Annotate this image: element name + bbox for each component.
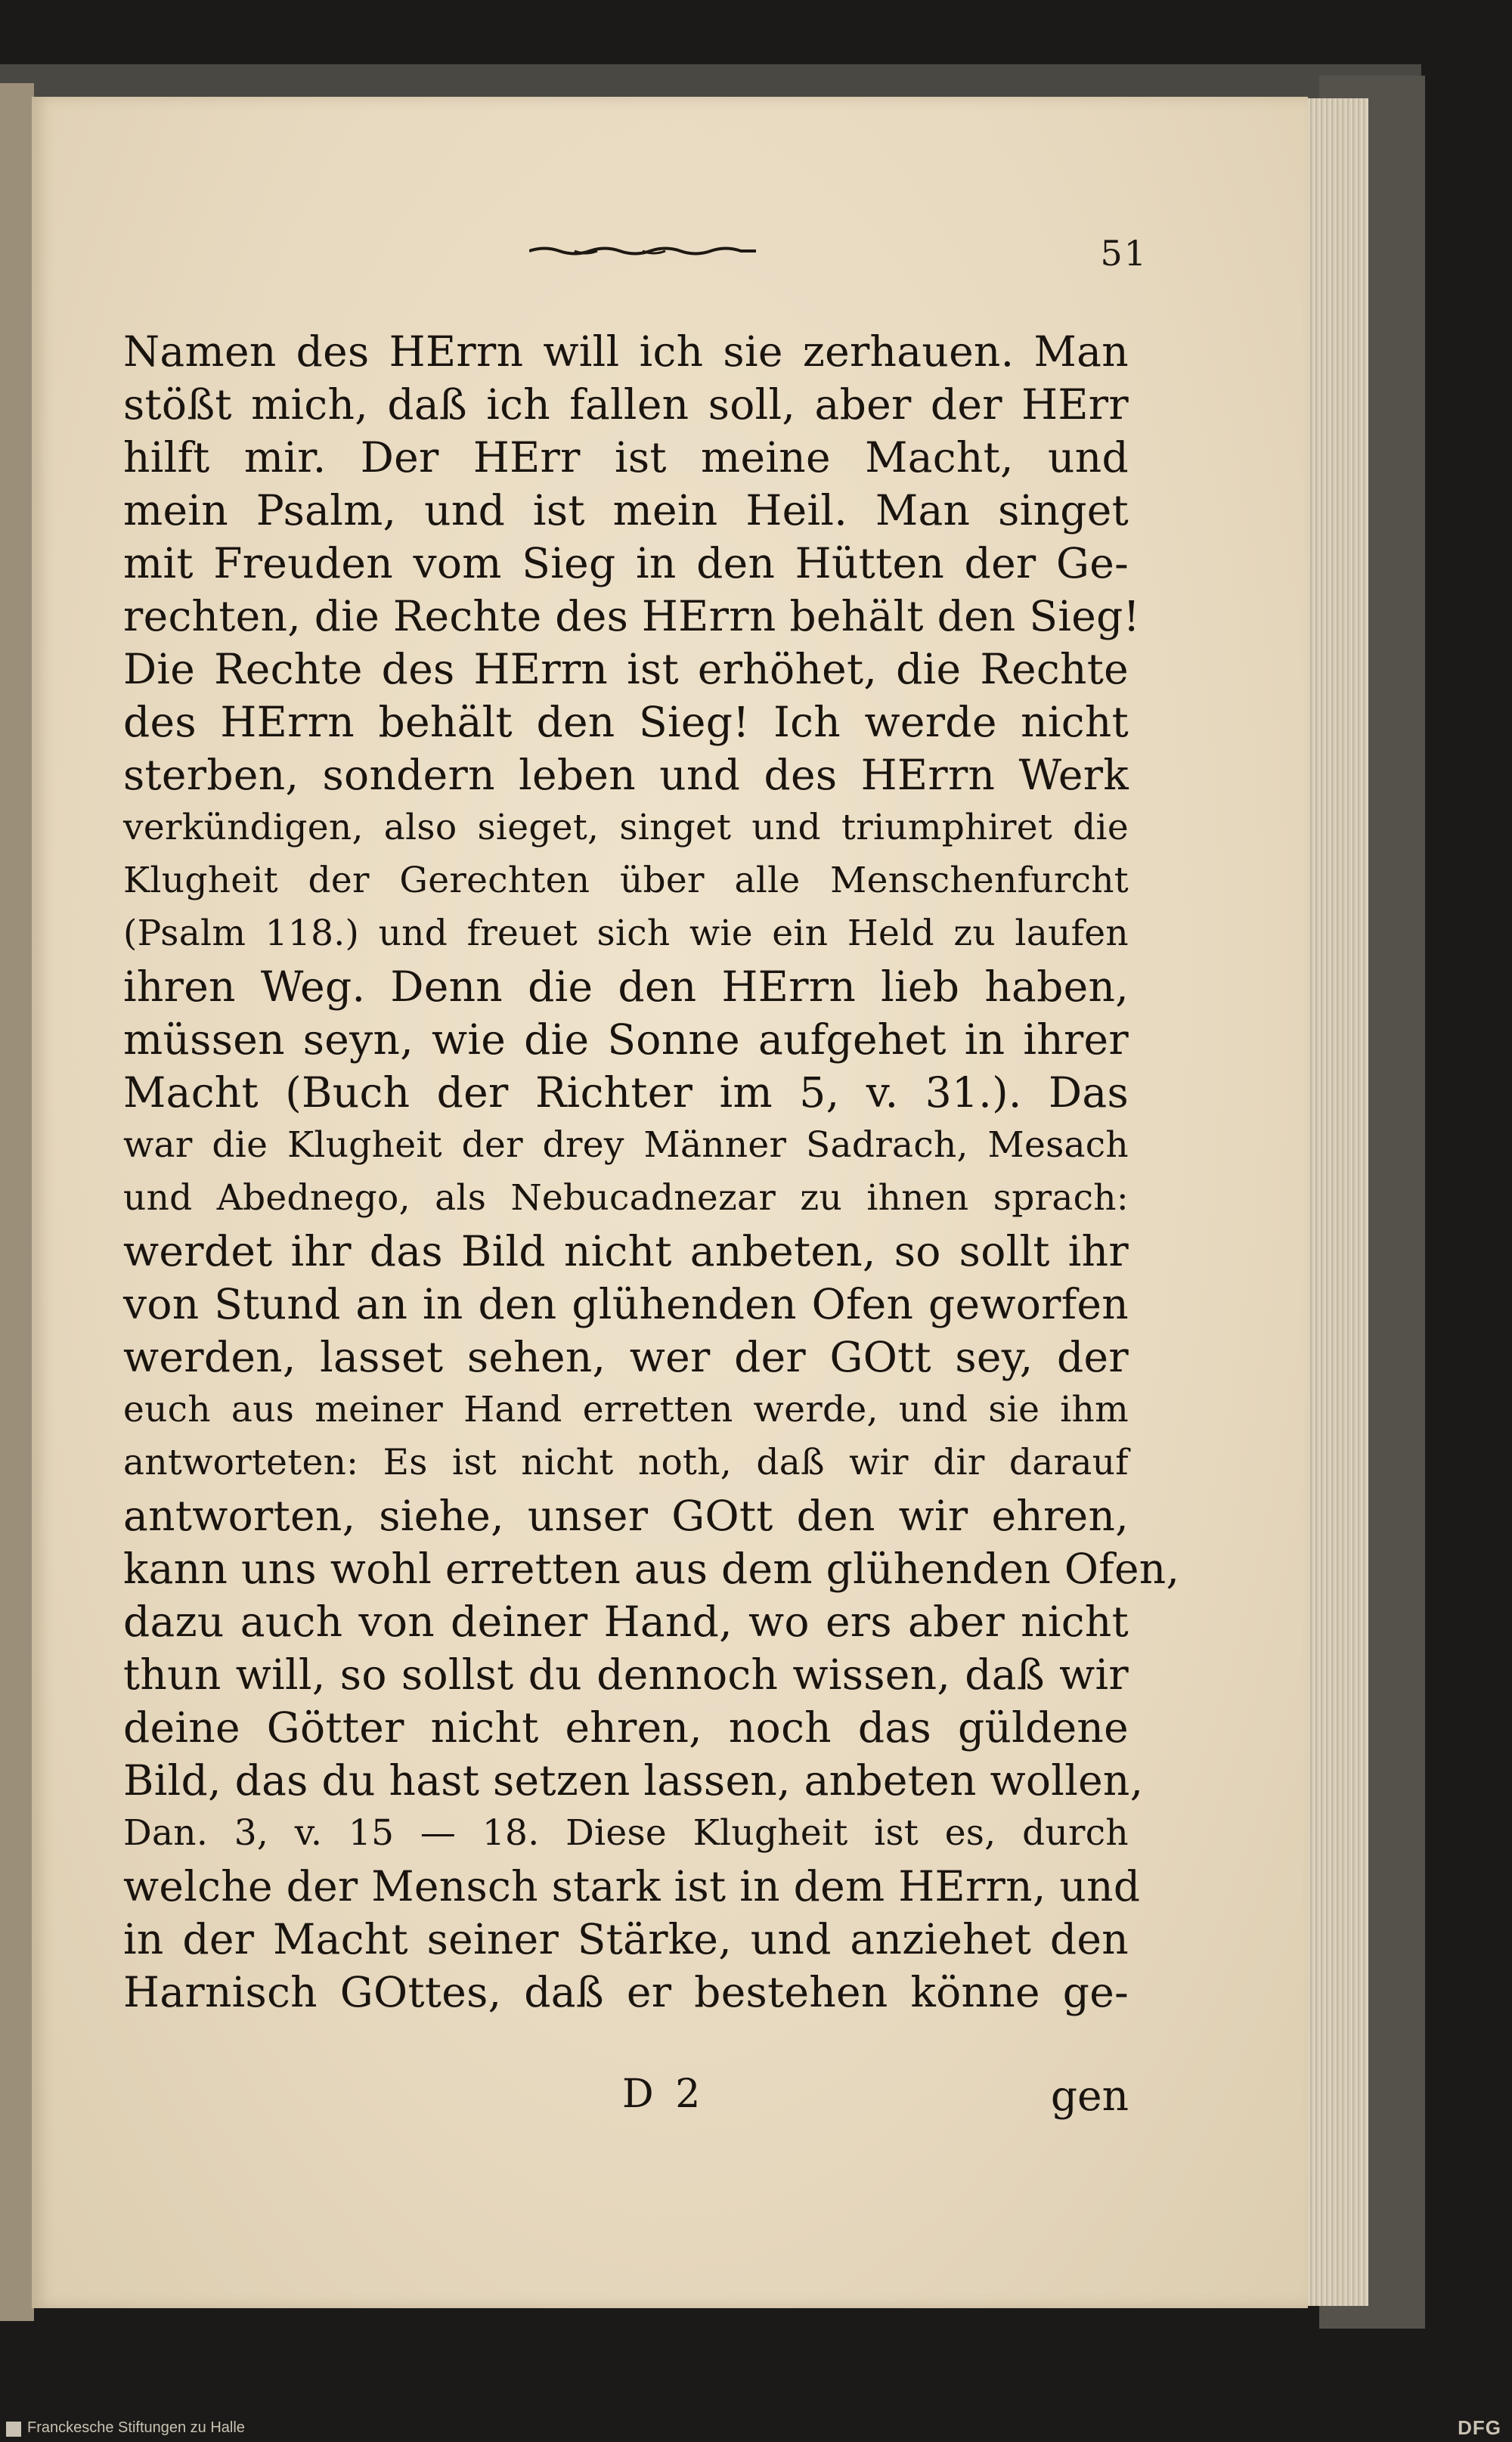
text-line: deine Götter nicht ehren, noch das güldene (123, 1703, 1129, 1752)
text-line: Namen des HErrn will ich sie zerhauen. Man (123, 327, 1129, 376)
header-ornament-icon (529, 244, 756, 258)
text-line: Dan. 3, v. 15 — 18. Diese Klugheit ist es, durch (123, 1812, 1129, 1854)
text-line: Klugheit der Gerechten über alle Menschenfurcht (123, 860, 1129, 901)
text-line: mit Freuden vom Sieg in den Hütten der Ge- (123, 539, 1129, 587)
text-line: hilft mir. Der HErr ist meine Macht, und (123, 433, 1129, 482)
page-footer-row (123, 2072, 1129, 2124)
text-line: Macht (Buch der Richter im 5, v. 31.). Das (123, 1068, 1129, 1117)
dfg-logo: DFG (1458, 2416, 1501, 2439)
text-line: sterben, sondern leben und des HErrn Werk (123, 751, 1129, 799)
page-number: 51 (1100, 233, 1148, 274)
text-line: müssen seyn, wie die Sonne aufgehet in ihrer (123, 1015, 1129, 1064)
footer-credit: Franckesche Stiftungen zu Halle (27, 2419, 245, 2436)
text-line: antworteten: Es ist nicht noth, daß wir dir darauf (123, 1442, 1129, 1483)
text-line: des HErrn behält den Sieg! Ich werde nicht (123, 698, 1129, 746)
text-line: thun will, so sollst du dennoch wissen, daß wir (123, 1650, 1129, 1699)
text-line: kann uns wohl erretten aus dem glühenden Ofen, (123, 1545, 1180, 1593)
text-line: rechten, die Rechte des HErrn behält den Sieg! (123, 592, 1141, 640)
text-line: Harnisch GOttes, daß er bestehen könne ge- (123, 1968, 1129, 2016)
catchword: gen (1050, 2072, 1129, 2120)
text-line: dazu auch von deiner Hand, wo ers aber nicht (123, 1598, 1129, 1646)
text-line: ihren Weg. Denn die den HErrn lieb haben, (123, 962, 1129, 1011)
signature-mark: D 2 (622, 2072, 705, 2117)
text-line: und Abednego, als Nebucadnezar zu ihnen sprach: (123, 1177, 1129, 1219)
text-line: von Stund an in den glühenden Ofen geworfen (123, 1280, 1129, 1328)
text-line: Die Rechte des HErrn ist erhöhet, die Rechte (123, 645, 1129, 693)
text-line: euch aus meiner Hand erretten werde, und sie ihm (123, 1389, 1129, 1430)
text-line: mein Psalm, und ist mein Heil. Man singet (123, 486, 1129, 535)
facing-page-edge (0, 83, 34, 2321)
text-line: verkündigen, also sieget, singet und triumphiret die (123, 807, 1129, 848)
text-line: werden, lasset sehen, wer der GOtt sey, der (123, 1333, 1129, 1381)
body-text (123, 325, 1180, 2019)
text-line: antworten, siehe, unser GOtt den wir ehren, (123, 1492, 1129, 1540)
text-line: stößt mich, daß ich fallen soll, aber der HErr (123, 380, 1129, 429)
text-line: war die Klugheit der drey Männer Sadrach, Mesach (123, 1124, 1129, 1166)
text-line: welche der Mensch stark ist in dem HErrn, und (123, 1862, 1141, 1911)
text-line: in der Macht seiner Stärke, und anziehet den (123, 1915, 1129, 1963)
text-line: Bild, das du hast setzen lassen, anbeten wollen, (123, 1756, 1144, 1805)
text-line: werdet ihr das Bild nicht anbeten, so sollt ihr (123, 1227, 1129, 1275)
institution-logo-icon (6, 2422, 21, 2437)
text-line: (Psalm 118.) und freuet sich wie ein Held zu laufen (123, 913, 1129, 954)
